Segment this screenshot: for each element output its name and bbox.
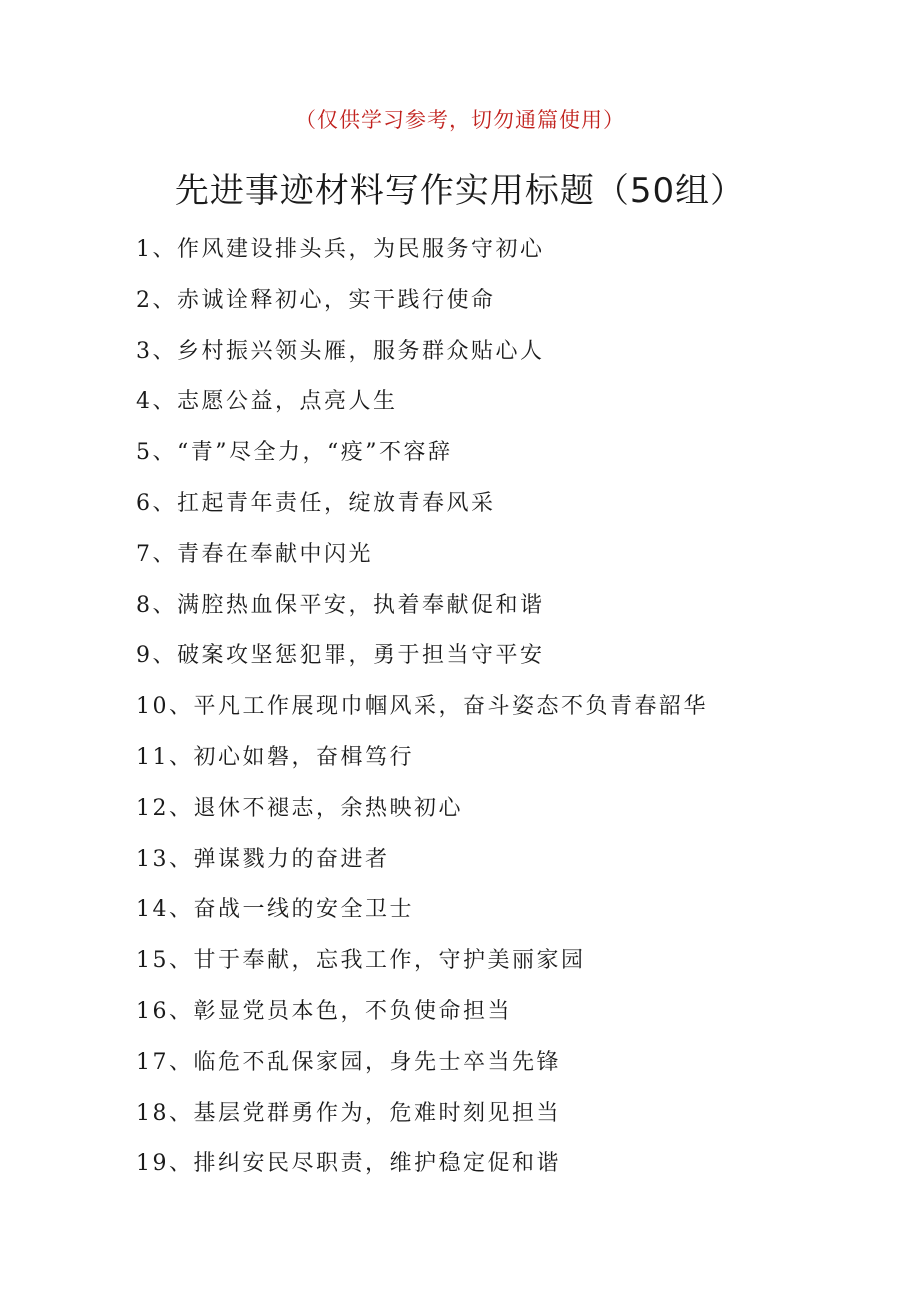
list-item: [136, 588, 876, 639]
item-text: 乡村振兴领头雁，服务群众贴心人: [177, 338, 545, 364]
list-item: [136, 1146, 876, 1197]
item-text: 甘于奉献，忘我工作，守护美丽家园: [193, 948, 586, 974]
item-number: 14、: [136, 897, 194, 923]
item-text: 临危不乱保家园，身先士卒当先锋: [193, 1049, 562, 1075]
item-text: 青春在奉献中闪光: [177, 541, 374, 567]
list-item: [136, 791, 876, 842]
item-number: 10、: [136, 694, 194, 720]
item-text: 平凡工作展现巾帼风采，奋斗姿态不负青春韶华: [193, 694, 709, 720]
item-text: “青”尽全力，“疫”不容辞: [177, 440, 453, 466]
item-number: 11、: [136, 744, 194, 770]
item-number: 13、: [136, 846, 194, 872]
item-number: 15、: [136, 948, 194, 974]
item-number: 7、: [136, 541, 177, 567]
item-number: 19、: [136, 1151, 194, 1177]
list-item: [136, 334, 876, 385]
item-text: 排纠安民尽职责，维护稳定促和谐: [193, 1151, 562, 1177]
item-number: 17、: [136, 1049, 194, 1075]
list-item: [136, 232, 876, 283]
title-list: [136, 232, 876, 1197]
item-text: 基层党群勇作为，危难时刻见担当: [193, 1100, 562, 1126]
item-text: 志愿公益，点亮人生: [177, 389, 398, 415]
item-number: 4、: [136, 389, 177, 415]
item-number: 9、: [136, 643, 177, 669]
item-number: 6、: [136, 490, 177, 516]
item-number: 8、: [136, 592, 177, 618]
list-item: [136, 435, 876, 486]
list-item: [136, 384, 876, 435]
item-number: 3、: [136, 338, 177, 364]
list-item: [136, 638, 876, 689]
item-text: 扛起青年责任，绽放青春风采: [177, 490, 496, 516]
item-text: 作风建设排头兵，为民服务守初心: [177, 237, 545, 262]
item-number: 1、: [136, 237, 177, 262]
item-text: 退休不褪志，余热映初心: [193, 795, 464, 821]
list-item: [136, 689, 876, 740]
list-item: [136, 486, 876, 537]
item-text: 破案攻坚惩犯罪，勇于担当守平安: [177, 643, 545, 669]
list-item: [136, 1045, 876, 1096]
item-number: 5、: [136, 440, 177, 466]
list-item: [136, 842, 876, 893]
list-item: [136, 1096, 876, 1147]
item-text: 满腔热血保平安，执着奉献促和谐: [177, 592, 545, 618]
item-text: 初心如磐，奋楫笃行: [193, 744, 415, 770]
usage-notice: （仅供学习参考，切勿通篇使用）: [295, 108, 625, 132]
item-number: 16、: [136, 998, 194, 1024]
list-item: [136, 283, 876, 334]
item-text: 奋战一线的安全卫士: [193, 897, 415, 923]
list-item: [136, 740, 876, 791]
page-title: 先进事迹材料写作实用标题（50组）: [174, 171, 746, 211]
list-item: [136, 994, 876, 1045]
item-number: 18、: [136, 1100, 194, 1126]
item-number: 12、: [136, 795, 194, 821]
item-text: 弹谋戮力的奋进者: [193, 846, 390, 872]
list-item: [136, 943, 876, 994]
item-text: 彰显党员本色，不负使命担当: [193, 998, 513, 1024]
item-text: 赤诚诠释初心，实干践行使命: [177, 287, 496, 313]
list-item: [136, 892, 876, 943]
list-item: [136, 537, 876, 588]
item-number: 2、: [136, 287, 177, 313]
